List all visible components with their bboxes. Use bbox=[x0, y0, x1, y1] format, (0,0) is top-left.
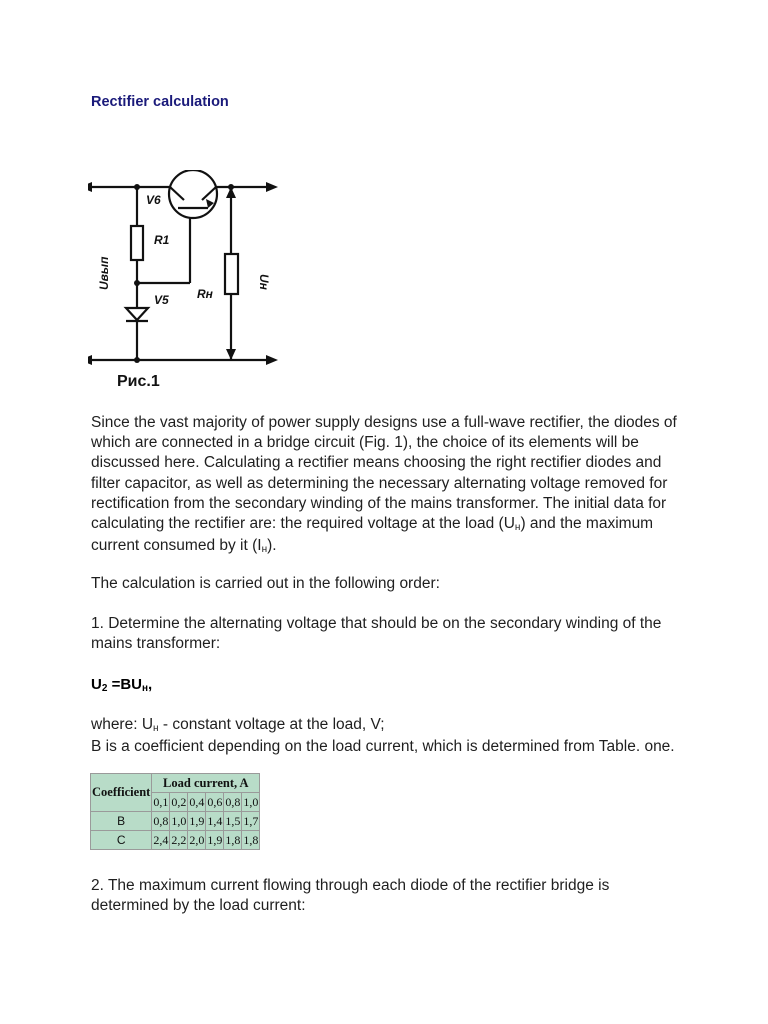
label-r1: R1 bbox=[154, 233, 170, 247]
where-paragraph: where: $U_н$ - constant voltage at the load, V; B is a coefficient depending on the load current, which is determined from Table. one. bbox=[91, 716, 675, 756]
table-cell: 1,8 bbox=[242, 831, 260, 850]
label-un: Uн bbox=[257, 274, 271, 290]
table-cell: 1,9 bbox=[188, 812, 206, 831]
column-header: 0,2 bbox=[170, 793, 188, 812]
table-cell: 1,4 bbox=[206, 812, 224, 831]
column-header: 0,1 bbox=[152, 793, 170, 812]
column-header: 1,0 bbox=[242, 793, 260, 812]
label-uvyp: Uвып bbox=[97, 256, 111, 290]
top-arrow-icon bbox=[266, 182, 278, 192]
intro-paragraph: Since the vast majority of power supply designs use a full-wave rectifier, the diodes of which are connected in a bridge circuit (Fig. 1), the choice of its elements will be discussed here. Calculating a rectifier means choosing the right rectifier diodes and filter capacitor, as well as determining the necessary alternating voltage removed for rectification from the secondary winding of the mains transformer. The initial data for calculating the rectifier are: the required voltage at the load $(U_н)$ and the maximum current consumed by it $(I_н)$. bbox=[91, 414, 677, 556]
row-label: B bbox=[91, 812, 152, 831]
table-cell: 2,2 bbox=[170, 831, 188, 850]
formula: $U_2 =BU_н$, bbox=[91, 676, 153, 694]
voltage-arrow-down-icon bbox=[226, 349, 236, 360]
table-cell: 2,4 bbox=[152, 831, 170, 850]
column-header: 0,6 bbox=[206, 793, 224, 812]
table-corner-header: Coefficient bbox=[91, 774, 152, 812]
column-header: 0,8 bbox=[224, 793, 242, 812]
row-label: C bbox=[91, 831, 152, 850]
order-paragraph: The calculation is carried out in the following order: bbox=[91, 575, 440, 592]
table-group-header: Load current, A bbox=[152, 774, 260, 793]
left-top-arrow-icon bbox=[88, 182, 92, 192]
step-two-paragraph: 2. The maximum current flowing through each diode of the rectifier bridge is determined by the load current: bbox=[91, 877, 610, 915]
step-one-paragraph: 1. Determine the alternating voltage that should be on the secondary winding of the mains transformer: bbox=[91, 615, 662, 653]
label-v6: V6 bbox=[146, 193, 161, 207]
table-cell: 1,7 bbox=[242, 812, 260, 831]
table-row bbox=[91, 831, 260, 850]
column-header: 0,4 bbox=[188, 793, 206, 812]
resistor-rn bbox=[225, 254, 238, 294]
left-arrow-icon bbox=[88, 355, 92, 365]
bottom-arrow-icon bbox=[266, 355, 278, 365]
figure-caption: Рис.1 bbox=[117, 373, 160, 390]
table-cell: 1,8 bbox=[224, 831, 242, 850]
table-cell: 1,5 bbox=[224, 812, 242, 831]
table-cell: 1,0 bbox=[170, 812, 188, 831]
resistor-r1 bbox=[131, 226, 143, 260]
table-cell: 0,8 bbox=[152, 812, 170, 831]
diode-v5 bbox=[126, 308, 148, 320]
circuit-diagram bbox=[88, 170, 288, 395]
table-row bbox=[91, 812, 260, 831]
page-title: Rectifier calculation bbox=[91, 94, 229, 110]
label-rn: Rн bbox=[197, 287, 213, 301]
label-v5: V5 bbox=[154, 293, 169, 307]
table-cell: 2,0 bbox=[188, 831, 206, 850]
coefficient-table bbox=[90, 773, 260, 850]
table-cell: 1,9 bbox=[206, 831, 224, 850]
